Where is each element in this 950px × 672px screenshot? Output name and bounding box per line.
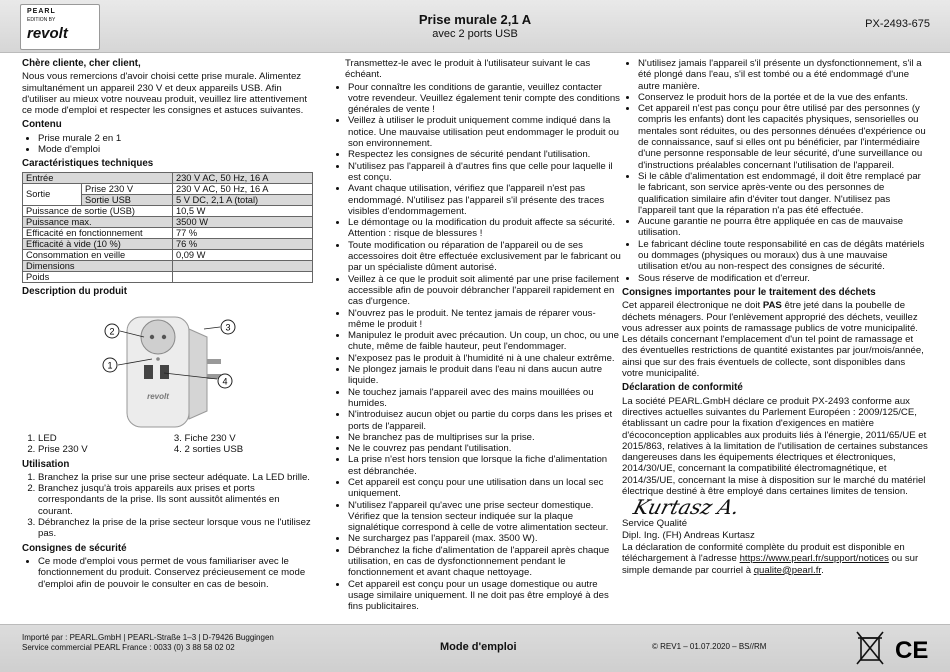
list-item: • Ne plongez jamais le produit dans l'eau ni dans aucun autre liquide. — [348, 364, 622, 387]
list-item: • N'ouvrez pas le produit. Ne tentez jamais de réparer vous-même le produit ! — [348, 308, 622, 331]
list-item: • Le fabricant décline toute responsabilité en cas de dégâts matériels ou dommages (physiques ou moraux) dus à une mauvaise utilisation et/ou au non-respect des consignes de sécurité. — [638, 239, 928, 273]
list-item: • Avant chaque utilisation, vérifiez que l'appareil n'est pas endommagé. N'utilisez pas l'appareil s'il présente des traces visibles d'endommagement. — [348, 183, 622, 217]
list-item: • Pour connaître les conditions de garantie, veuillez contacter votre revendeur. Veuillez également tenir compte des conditions générales de vente ! — [348, 82, 622, 116]
list-item: • Manipulez le produit avec précaution. Un coup, un choc, ou une chute, même de faible hauteur, peut l'endommager. — [348, 330, 622, 353]
page-subtitle: avec 2 ports USB — [432, 28, 518, 40]
description-heading: Description du produit — [22, 285, 128, 297]
utilisation-heading: Utilisation — [22, 458, 70, 470]
conformite-heading: Déclaration de conformité — [622, 382, 743, 394]
table-cell: Prise 230 V — [82, 183, 173, 194]
list-item: • N'exposez pas le produit à l'humidité ni à une chaleur extrême. — [348, 353, 622, 364]
callout-label-3: 3 — [225, 322, 231, 333]
list-item: • N'utilisez pas l'appareil à d'autres fins que celle pour laquelle il est conçu. — [348, 161, 622, 184]
list-item: 3. Débranchez la prise de la prise secteur lorsque vous ne l'utilisez pas. — [38, 517, 315, 540]
support-link[interactable]: https://www.pearl.fr/support/notices — [739, 553, 889, 565]
table-cell: Puissance de sortie (USB) — [23, 205, 173, 216]
table-row — [23, 205, 313, 216]
list-item: • La prise n'est hors tension que lorsque la fiche d'alimentation est débranchée. — [348, 454, 622, 477]
specs-heading: Caractéristiques techniques — [22, 158, 154, 170]
list-item: 2. Prise 230 V — [38, 444, 169, 455]
intro-text: Nous vous remercions d'avoir choisi cette prise murale. Alimentez simultanément un appareil 230 V et deux appareils USB. Afin d'utiliser au mieux votre nouveau produit, veuillez lire attentivement ce mode d'emploi et respecter les consignes et astuces suivantes. — [22, 71, 307, 117]
contenu-list — [22, 133, 315, 156]
wall-plug-drawing — [22, 299, 312, 433]
table-cell: Dimensions — [23, 260, 173, 271]
ce-mark-icon: CE — [895, 637, 929, 664]
securite-list — [22, 556, 315, 590]
securite-continued: Transmettez-le avec le produit à l'utilisateur suivant le cas échéant. — [345, 58, 591, 81]
list-item: • Conservez le produit hors de la portée et de la vue des enfants. — [638, 92, 928, 103]
conformite-text: La société PEARL.GmbH déclare ce produit PX-2493 conforme aux directives actuelles suivantes du Parlement Européen : 2009/125/CE, établissant un cadre pour la fixation d'exigences en matière d'écoconception applicables aux produits liés à l'énergie, 2011/65/UE et 2015/863, relatives à la limitation de l'utilisation de certaines substances dangereuses dans les équipements électriques et électroniques, 2014/30/UE, concernant la compatibilité électromagnétique, et 2014/35/UE, concernant la mise à disposition sur le marché du matériel électrique destiné à être employé dans certaines limites de tension. — [622, 395, 928, 497]
product-code: PX-2493-675 — [865, 18, 930, 30]
table-row — [23, 183, 313, 194]
safety-list — [332, 82, 622, 613]
table-cell: 230 V AC, 50 Hz, 16 A — [172, 183, 312, 194]
footer-revision: © REV1 – 01.07.2020 – BS//RM — [652, 642, 767, 651]
weee-bin-icon — [855, 630, 935, 666]
table-cell: Entrée — [23, 172, 173, 183]
list-item: • Toute modification ou réparation de l'appareil ou de ses accessoires doit être effectuée exclusivement par le fabricant ou par un spécialiste dûment autorisé. — [348, 240, 622, 274]
logo-revolt: revolt — [27, 25, 68, 42]
list-item: • Cet appareil est conçu pour une utilisation dans un local sec uniquement. — [348, 477, 622, 500]
table-row — [23, 238, 313, 249]
list-item: 1. Branchez la prise sur une prise secteur adéquate. La LED brille. — [38, 472, 315, 483]
table-cell: 77 % — [172, 227, 312, 238]
column-2 — [332, 58, 622, 613]
dechets-emphasis: PAS — [762, 300, 782, 312]
table-row — [23, 260, 313, 271]
table-row — [23, 271, 313, 282]
page-header — [0, 0, 950, 53]
parts-list-right — [169, 433, 316, 456]
list-item: 2. Branchez jusqu'à trois appareils aux prises et ports correspondants de la prise. Ils sont aussitôt alimentés en courant. — [38, 483, 315, 517]
declaration-text-end: . — [821, 564, 824, 576]
list-item: • Ne branchez pas de multiprises sur la prise. — [348, 432, 622, 443]
table-cell: 0,09 W — [172, 249, 312, 260]
dechets-text-start: Cet appareil électronique ne doit — [622, 300, 763, 312]
email-link[interactable]: qualite@pearl.fr — [753, 564, 822, 576]
callout-label-2: 2 — [109, 326, 115, 337]
callout-label-4: 4 — [222, 376, 228, 387]
table-cell: Sortie — [23, 183, 82, 205]
list-item: • N'introduisez aucun objet ou partie du corps dans les prises et ports de l'appareil. — [348, 409, 622, 432]
device-brand-text: revolt — [147, 391, 169, 401]
list-item: • Si le câble d'alimentation est endommagé, il doit être remplacé par le fabricant, son service après-vente ou des personnes de qualification similaire afin d'éviter tout danger. N'utilisez pas l'appareil tant que la réparation n'a pas été effectuée. — [638, 171, 928, 216]
table-cell — [172, 271, 312, 282]
list-item: • Veillez à ce que le produit soit alimenté par une prise facilement accessible afin de pouvoir débrancher l'appareil rapidement en cas d'urgence. — [348, 274, 622, 308]
list-item: 1. LED — [38, 433, 169, 444]
table-cell: Efficacité à vide (10 %) — [23, 238, 173, 249]
service-line: Service commercial PEARL France : 0033 (0) 3 88 58 02 02 — [22, 643, 235, 652]
service-qualite: Service Qualité — [622, 517, 688, 529]
signature-image: Kurtasz A. — [630, 495, 743, 520]
importer-info — [22, 633, 274, 653]
footer-mode: Mode d'emploi — [440, 641, 517, 653]
list-item: 4. 2 sorties USB — [185, 444, 316, 455]
specs-table — [22, 172, 313, 283]
declaration-text-mid: ou sur simple demande par courriel à — [622, 553, 919, 576]
list-item: • Respectez les consignes de sécurité pendant l'utilisation. — [348, 149, 622, 160]
list-item: • Mode d'emploi — [38, 144, 315, 155]
page-title: Prise murale 2,1 A — [418, 12, 532, 27]
greeting: Chère cliente, cher client, — [22, 58, 141, 69]
utilisation-list — [22, 472, 315, 540]
table-cell: Sortie USB — [82, 194, 173, 205]
list-item: • Ce mode d'emploi vous permet de vous familiariser avec le fonctionnement du produit. Conservez précieusement ce mode d'emploi afin de pouvoir le consulter en cas de besoin. — [38, 556, 315, 590]
table-row — [23, 249, 313, 260]
parts-list — [22, 433, 315, 456]
table-row — [23, 216, 313, 227]
product-illustration — [22, 299, 312, 433]
table-cell: 10,5 W — [172, 205, 312, 216]
signatory-name: Dipl. Ing. (FH) Andreas Kurtasz — [622, 529, 755, 541]
safety-list-continued — [622, 58, 928, 284]
callout-label-1: 1 — [107, 360, 113, 371]
dechets-text-end: être jeté dans la poubelle de déchets ménagers. Pour l'enlèvement approprié des déchets, veuillez vous adresser aux points de ramassage publics de votre municipalité. Les détails concernant l'emplacement d'un tel point de ramassage et des éventuelles restrictions de quantité existantes par jour/mois/année, ainsi que sur des frais éventuels de collecte, sont disponibles dans votre municipalité. — [622, 300, 924, 380]
logo-brand: PEARL — [27, 8, 56, 15]
table-cell: 5 V DC, 2,1 A (total) — [172, 194, 312, 205]
page-footer — [0, 624, 950, 672]
table-cell: 3500 W — [172, 216, 312, 227]
dechets-text — [622, 300, 928, 379]
dechets-heading: Consignes importantes pour le traitement des déchets — [622, 286, 876, 298]
list-item: • Veillez à utiliser le produit uniquement comme indiqué dans la notice. Une mauvaise utilisation peut endommager le produit ou son environnement. — [348, 115, 622, 149]
list-item: • Ne le couvrez pas pendant l'utilisation. — [348, 443, 622, 454]
logo-edition: EDITION BY — [27, 17, 56, 23]
securite-heading: Consignes de sécurité — [22, 542, 127, 554]
table-row — [23, 172, 313, 183]
table-cell: Poids — [23, 271, 173, 282]
table-cell — [172, 260, 312, 271]
list-item: • Aucune garantie ne pourra être appliquée en cas de mauvaise utilisation. — [638, 216, 928, 239]
pearl-revolt-logo — [20, 4, 100, 50]
list-item: • Sous réserve de modification et d'erreur. — [638, 273, 928, 284]
declaration-text — [622, 542, 928, 576]
list-item: • N'utilisez l'appareil qu'avec une prise secteur domestique. Vérifiez que la tension secteur indiquée sur la plaque signalétique correspond à celle de votre alimentation secteur. — [348, 500, 622, 534]
list-item: • Ne touchez jamais l'appareil avec des mains mouillées ou humides. — [348, 387, 622, 410]
table-cell: 76 % — [172, 238, 312, 249]
contenu-heading: Contenu — [22, 119, 62, 131]
parts-list-left — [22, 433, 169, 456]
table-cell: Efficacité en fonctionnement — [23, 227, 173, 238]
list-item: • Prise murale 2 en 1 — [38, 133, 315, 144]
list-item: 3. Fiche 230 V — [185, 433, 316, 444]
list-item: • Ne surchargez pas l'appareil (max. 3500 W). — [348, 533, 622, 544]
table-cell: Consommation en veille — [23, 249, 173, 260]
importer-line: Importé par : PEARL.GmbH | PEARL-Straße 1–3 | D-79426 Buggingen — [22, 633, 274, 642]
list-item: • Le démontage ou la modification du produit affecte sa sécurité. Attention : risque de blessures ! — [348, 217, 622, 240]
list-item: • Débranchez la fiche d'alimentation de l'appareil après chaque utilisation, en cas de dysfonctionnement pendant le fonctionnement et avant chaque nettoyage. — [348, 545, 622, 579]
footer-icons — [855, 630, 935, 671]
column-1 — [22, 58, 315, 590]
table-cell: 230 V AC, 50 Hz, 16 A — [172, 172, 312, 183]
table-cell: Puissance max. — [23, 216, 173, 227]
column-3 — [622, 58, 928, 577]
table-row — [23, 227, 313, 238]
list-item: • N'utilisez jamais l'appareil s'il présente un dysfonctionnement, s'il a été plongé dans l'eau, s'il est tombé ou a été endommagé d'une autre manière. — [638, 58, 928, 92]
list-item: • Cet appareil n'est pas conçu pour être utilisé par des personnes (y compris les enfants) dont les capacités physiques, sensorielles ou mentales sont réduites, ou des personnes dénuées d'expérience ou de connaissance, sauf si elles ont pu bénéficier, par l'intermédiaire d'une personne responsable de leur sécurité, d'une surveillance ou d'instructions préalables concernant l'utilisation de l'appareil. — [638, 103, 928, 171]
list-item: • Cet appareil est conçu pour un usage domestique ou autre usage similaire uniquement. Il ne doit pas être employé à des fins publicitaires. — [348, 579, 622, 613]
declaration-text-start: La déclaration de conformité complète du produit est disponible en téléchargement à l'adresse — [622, 542, 905, 565]
